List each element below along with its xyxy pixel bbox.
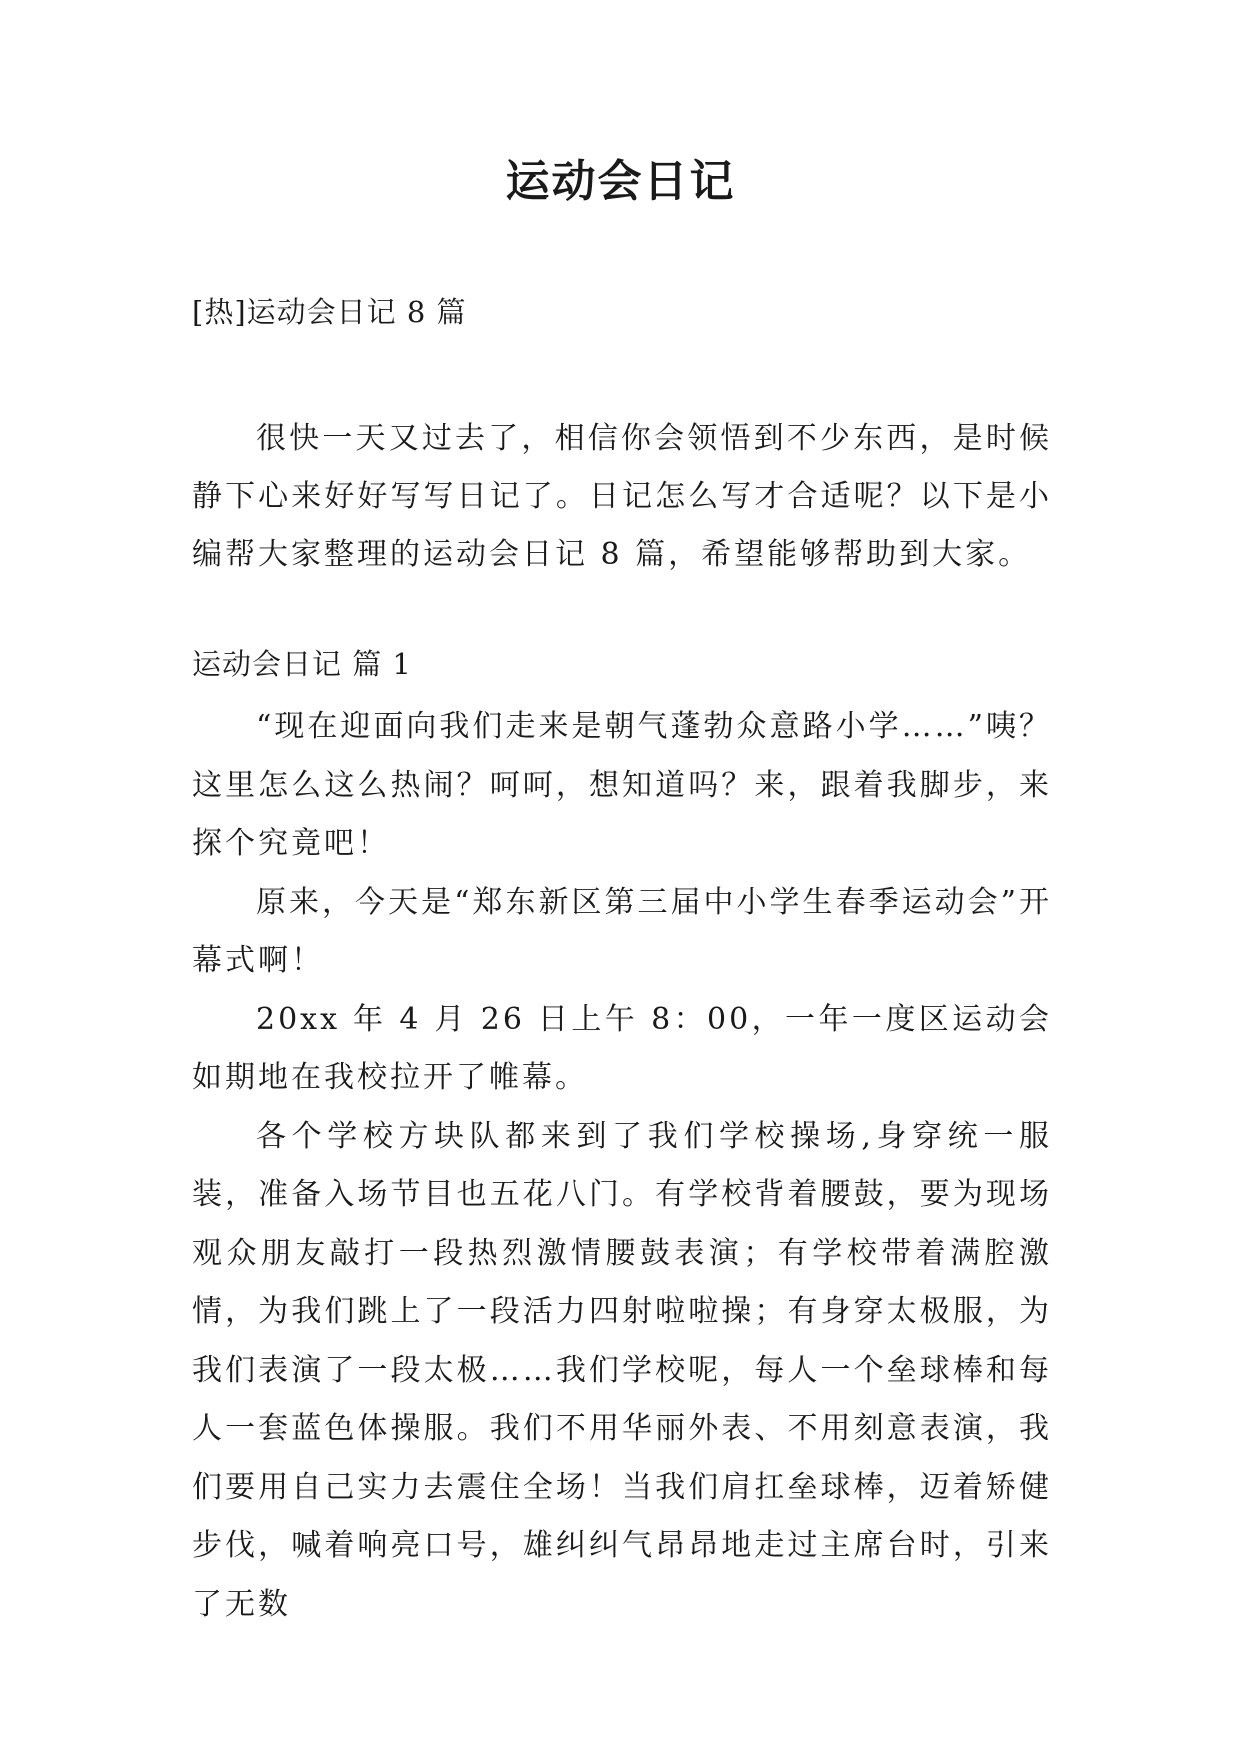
document-title: 运动会日记: [505, 156, 736, 207]
body-paragraph: 原来，今天是“郑东新区第三届中小学生春季运动会”开幕式啊！: [192, 884, 1052, 978]
intro-paragraph: 很快一天又过去了，相信你会领悟到不少东西，是时候静下心来好好写写日记了。日记怎么写才合适呢？以下是小编帮大家整理的运动会日记 8 篇，希望能够帮助到大家。: [192, 421, 1052, 572]
body-paragraph: “现在迎面向我们走来是朝气蓬勃众意路小学……”咦？这里怎么这么热闹？呵呵，想知道吗？来，跟着我脚步，来探个究竟吧！: [192, 709, 1052, 861]
intro-paragraph-block: [192, 410, 1052, 584]
document-subtitle: [热]运动会日记 8 篇: [192, 295, 467, 329]
body-paragraph: 各个学校方块队都来到了我们学校操场,身穿统一服装，准备入场节目也五花八门。有学校背着腰鼓，要为现场观众朋友敲打一段热烈激情腰鼓表演；有学校带着满腔激情，为我们跳上了一段活力四射啦啦操；有身穿太极服，为我们表演了一段太极……我们学校呢，每人一个垒球棒和每人一套蓝色体操服。我们不用华丽外表、不用刻意表演，我们要用自己实力去震住全场！当我们肩扛垒球棒，迈着矫健步伐，喊着响亮口号，雄纠纠气昂昂地走过主席台时，引来了无数: [192, 1118, 1052, 1622]
section-heading: 运动会日记 篇 1: [192, 647, 412, 681]
body-paragraph: 20xx 年 4 月 26 日上午 8：00，一年一度区运动会如期地在我校拉开了帷幕。: [192, 1001, 1052, 1095]
body-text: [192, 698, 1052, 1634]
